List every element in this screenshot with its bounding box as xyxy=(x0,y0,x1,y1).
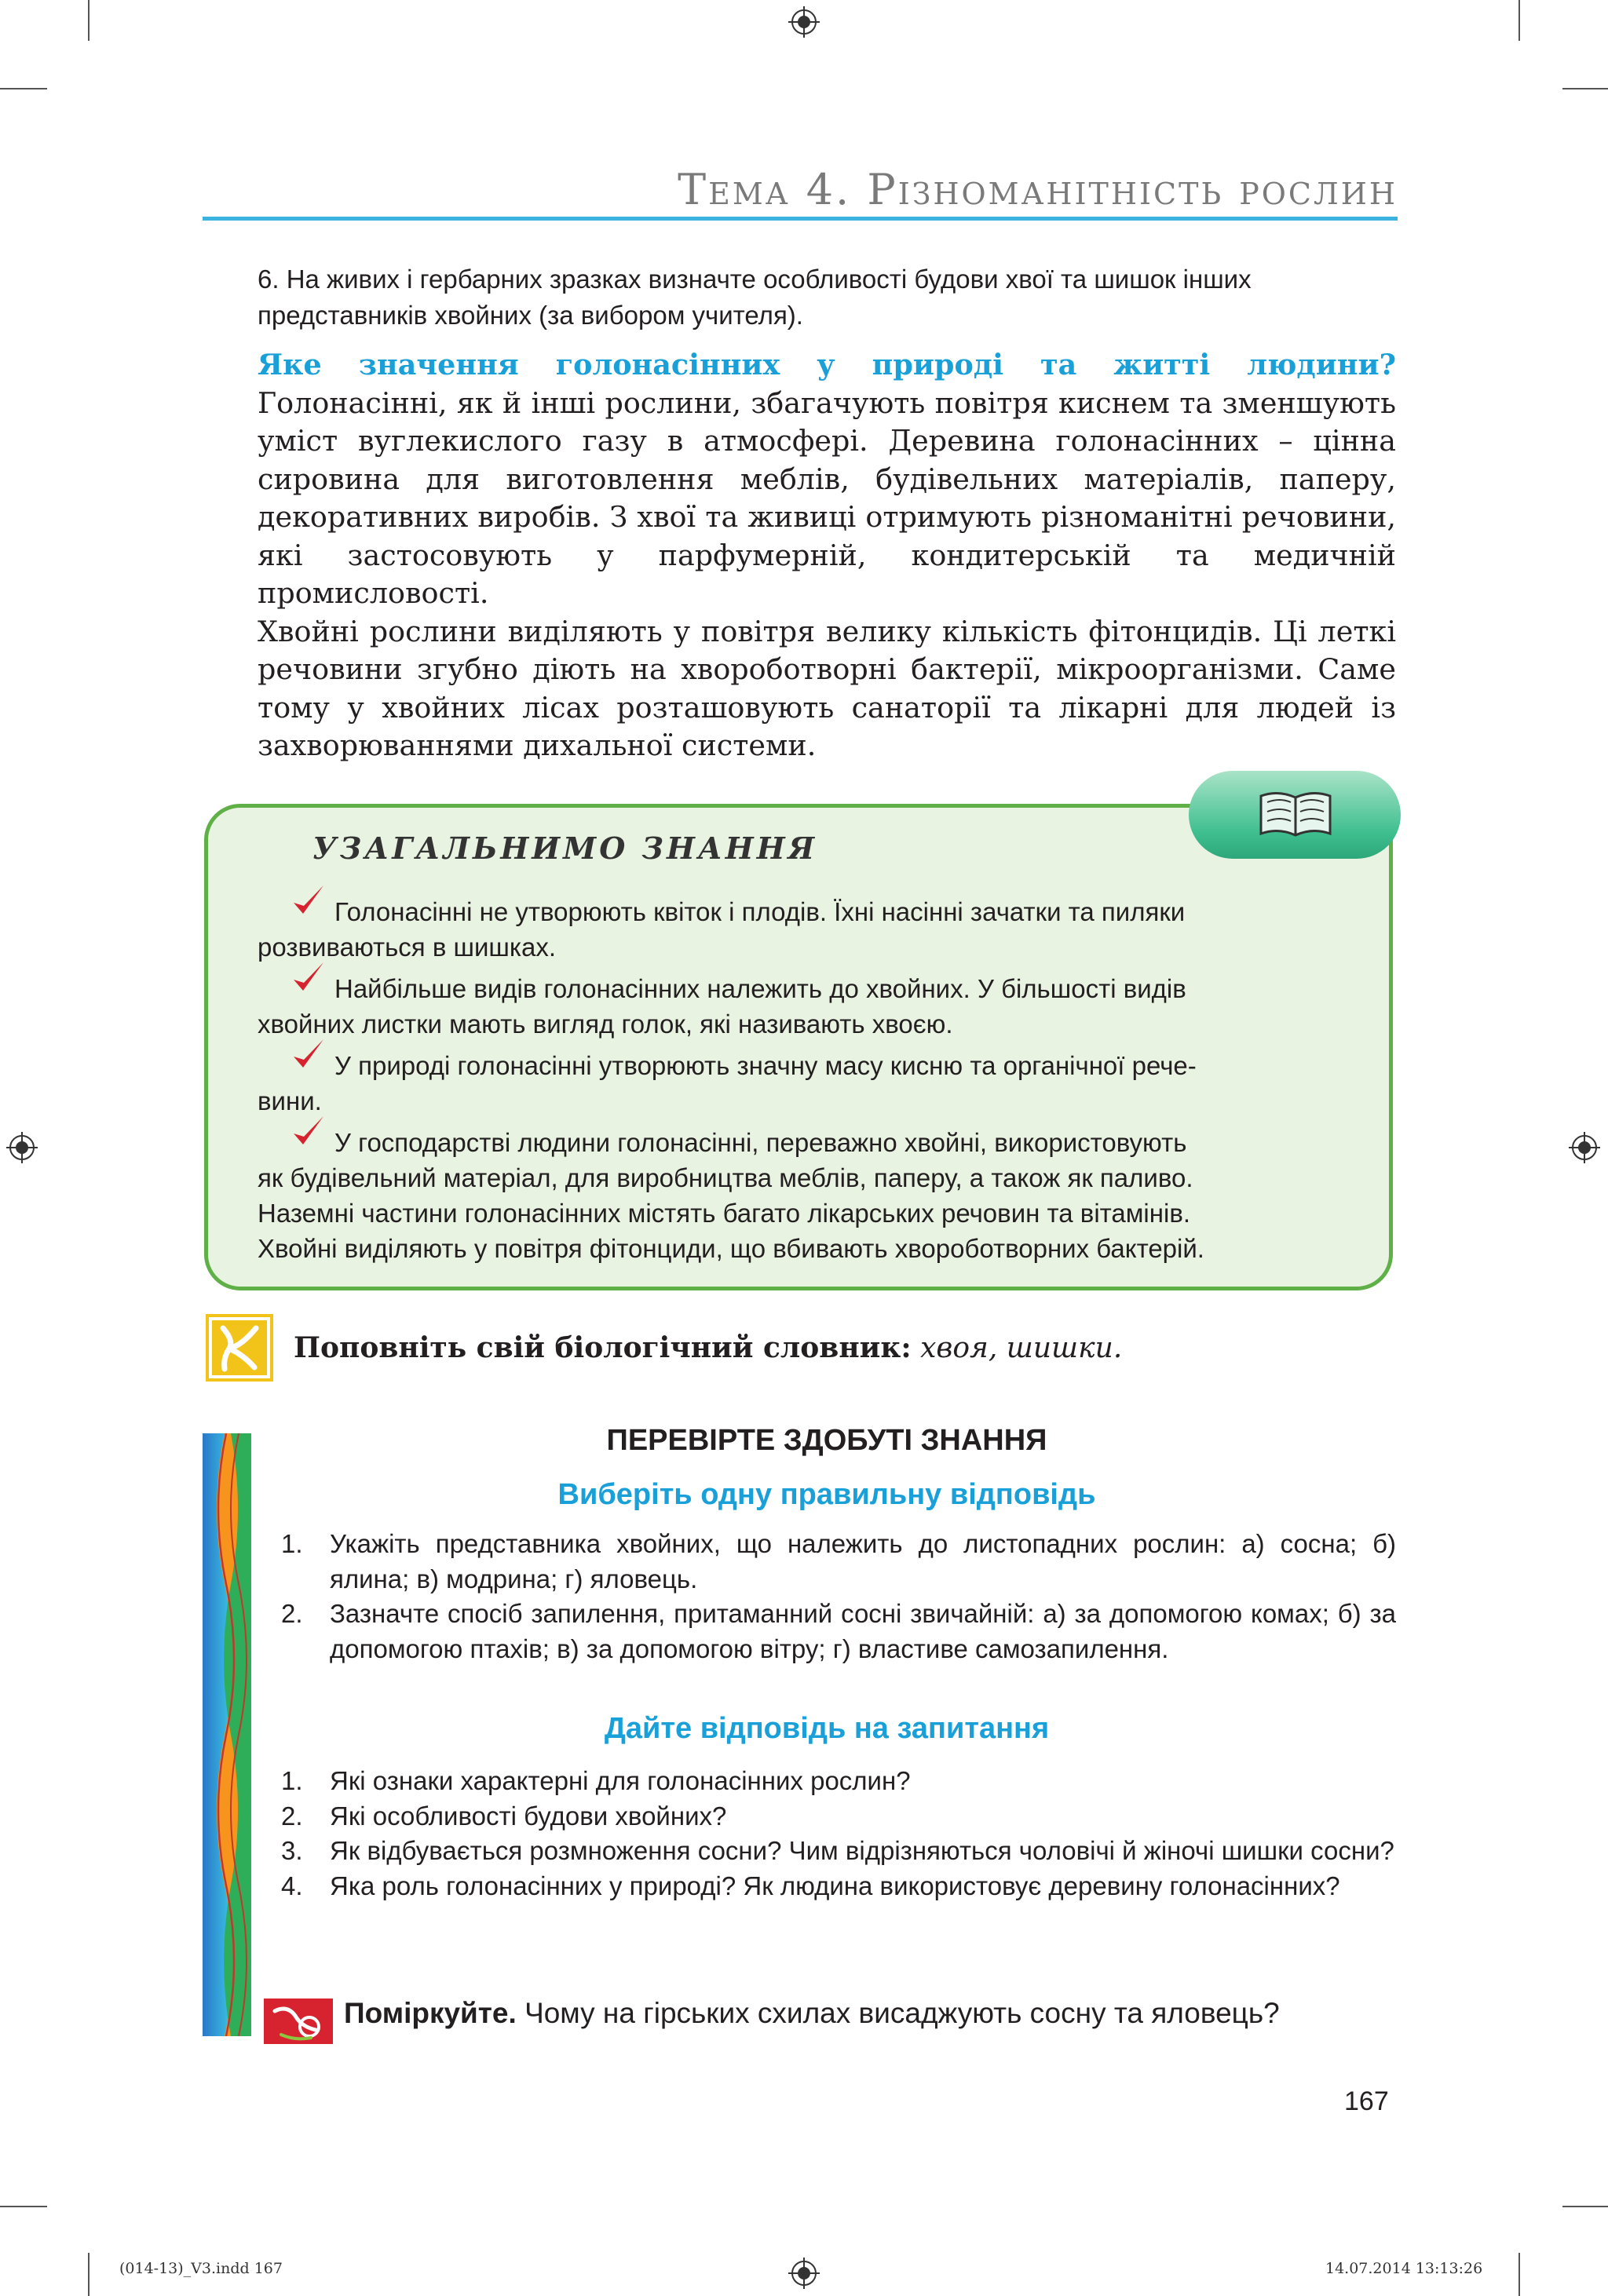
crop-mark xyxy=(1562,88,1608,89)
date-slug: 14.07.2014 13:13:26 xyxy=(1325,2260,1483,2277)
crop-mark xyxy=(0,88,47,89)
registration-mark-icon xyxy=(788,2258,820,2289)
paragraph-1-text: Голонасінні, як й інші рослини, збагачують повітря киснем та зменшують уміст вуглекислого газу в атмосфері. Деревина голонасінних – цінна сировина для виготовлення меблів, будівельних матеріалів, паперу, декоративних виробів. З хвої та живиці отримують різноманітні речовини, які застосовують у парфумерній, кондитерській та медичній промисловості. xyxy=(258,385,1396,610)
task-6-line: представників хвойних (за вибором учителя). xyxy=(258,301,803,330)
summary-item-4: У господарстві людини голонасінні, переважно хвойні, використовують як будівельний матеріал, для виробництва меблів, паперу, а також як паливо. Наземні частини голонасінних містять багато лікарських речовин та вітамінів. Хвойні виділяють у повітря фітонциди, що вбивають хвороботворних бактерій. xyxy=(258,1128,1204,1263)
multiple-choice-list xyxy=(281,1527,1396,1666)
registration-mark-icon xyxy=(6,1132,38,1163)
list-item: 1. Укажіть представника хвойних, що належить до листопадних рослин: а) сосна; б) ялина; в) модрина; г) яловець. xyxy=(281,1529,1396,1593)
subsection-title: Дайте відповідь на запитання xyxy=(604,1712,1050,1745)
paragraph-2 xyxy=(258,613,1396,765)
dictionary-icon xyxy=(206,1314,273,1382)
summary-item-2: Найбільше видів голонасінних належить до хвойних. У більшості видів хвойних листки мають вигляд голок, які називають хвоєю. xyxy=(258,974,1186,1038)
think-label: Поміркуйте. xyxy=(344,1997,517,2029)
chapter-header: Тема 4. Різноманітність рослин xyxy=(678,165,1398,214)
list-item: 3. Як відбувається розмноження сосни? Чим відрізняються чоловічі й жіночі шишки сосни? xyxy=(281,1836,1394,1865)
section-title: ПЕРЕВІРТЕ ЗДОБУТІ ЗНАННЯ xyxy=(606,1424,1047,1457)
dictionary-label: Поповніть свій біологічний словник: xyxy=(294,1331,912,1364)
crop-mark xyxy=(1562,2206,1608,2207)
list-item: 2. Зазначте спосіб запилення, притаманний сосні звичайній: а) за допомогою комах; б) за допомогою птахів; в) за допомогою вітру; г) властиве самозапилення. xyxy=(281,1599,1396,1663)
subsection-title: Виберіть одну правильну відповідь xyxy=(557,1478,1096,1511)
summary-item-3: У природі голонасінні утворюють значну масу кисню та органічної рече- вини. xyxy=(258,1051,1197,1115)
paragraph-2-text: Хвойні рослини виділяють у повітря велику кількість фітонцидів. Ці леткі речовини згубно діють на хвороботворні бактерії, мікроорганізми. Саме тому у хвойних лісах розташовують санаторії та лікарні для людей із захворюваннями дихальної системи. xyxy=(258,614,1396,762)
main-text xyxy=(258,346,1396,765)
crop-mark xyxy=(0,2206,47,2207)
dictionary-terms: хвоя, шишки. xyxy=(920,1332,1123,1364)
thinking-icon xyxy=(264,1999,333,2044)
crop-mark xyxy=(1518,0,1520,41)
list-item: 2. Які особливості будови хвойних? xyxy=(281,1801,727,1831)
registration-mark-icon xyxy=(1569,1132,1600,1163)
open-book-icon xyxy=(1256,788,1335,840)
registration-mark-icon xyxy=(788,6,820,38)
header-rule xyxy=(203,217,1398,221)
decorative-sidebar xyxy=(203,1433,251,2036)
task-6-line: 6. На живих і гербарних зразках визначте особливості будови хвої та шишок інших xyxy=(258,265,1252,294)
question-list xyxy=(281,1764,1396,1904)
file-slug: (014-13)_V3.indd 167 xyxy=(119,2260,283,2277)
page-number: 167 xyxy=(1344,2086,1389,2116)
crop-mark xyxy=(88,2253,90,2296)
dictionary-line xyxy=(294,1331,1122,1364)
task-6 xyxy=(258,261,1404,334)
paragraph-1 xyxy=(258,346,1396,613)
crop-mark xyxy=(88,0,90,41)
summary-item-1: Голонасінні не утворюють квіток і плодів. Їхні насінні зачатки та пиляки розвиваються в шишках. xyxy=(258,897,1186,962)
list-item: 4. Яка роль голонасінних у природі? Як людина використовує деревину голонасінних? xyxy=(281,1871,1340,1900)
crop-mark xyxy=(1518,2253,1520,2296)
think-text: Чому на гірських схилах висаджують сосну та яловець? xyxy=(524,1997,1280,2029)
lead-question: Яке значення голонасінних у природі та житті людини? xyxy=(258,348,1396,381)
summary-title: УЗАГАЛЬНИМО ЗНАННЯ xyxy=(312,830,818,866)
think-prompt xyxy=(344,1997,1280,2030)
list-item: 1. Які ознаки характерні для голонасінних рослин? xyxy=(281,1766,911,1795)
